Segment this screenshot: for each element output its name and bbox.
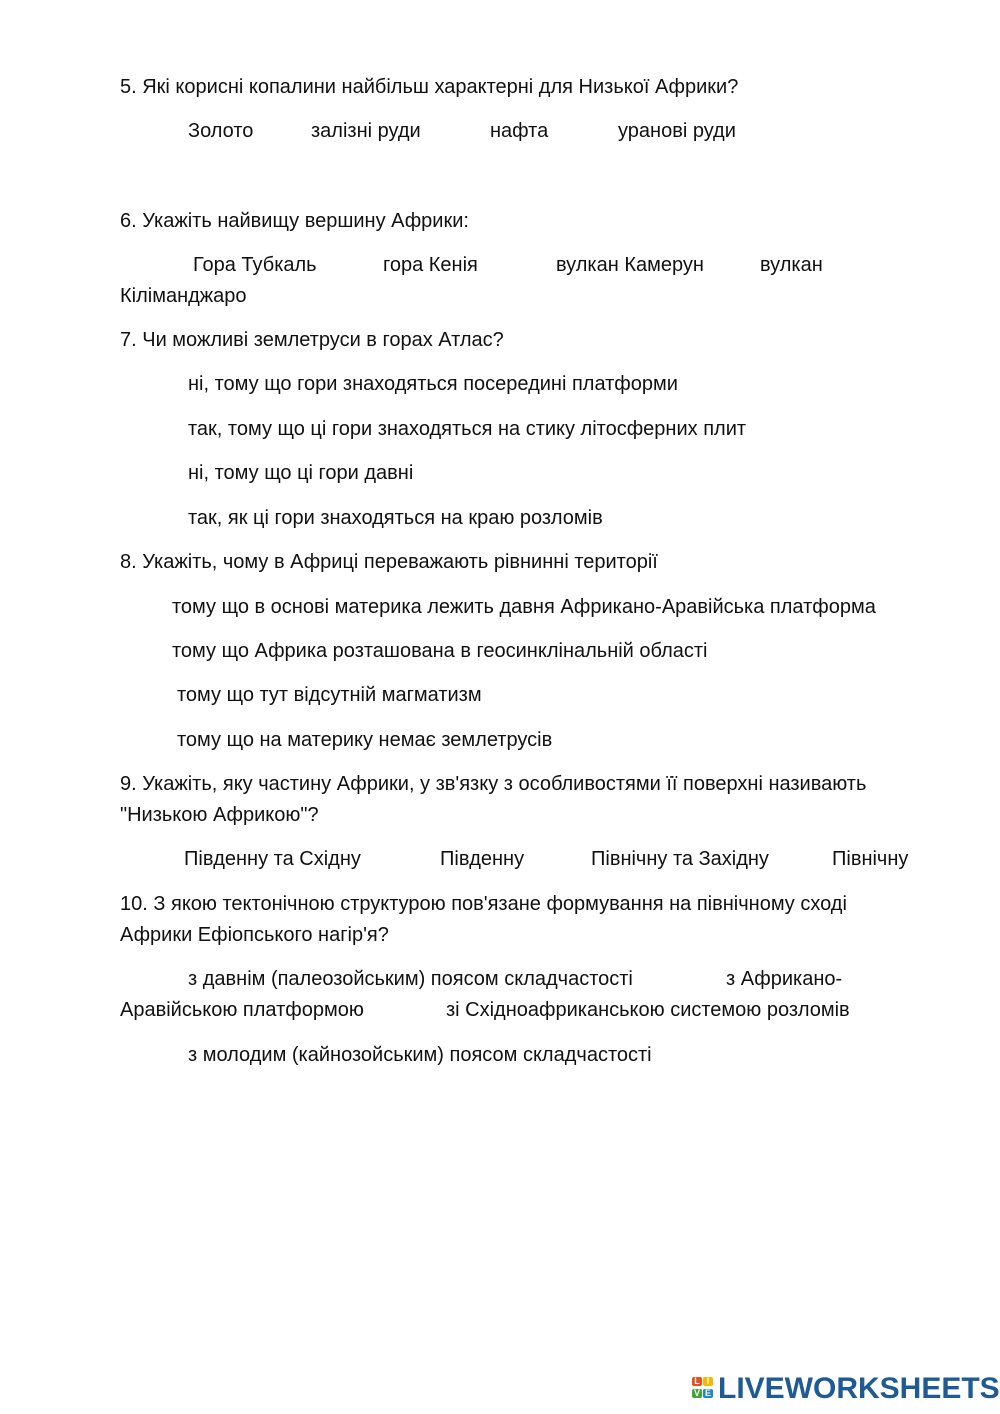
q6-option-4-continuation[interactable]: Кіліманджаро [120, 285, 247, 307]
q5-option-1[interactable]: Золото [188, 120, 254, 142]
q9-option-1[interactable]: Південну та Східну [184, 848, 361, 870]
question-9-line-1: 9. Укажіть, яку частину Африки, у зв'язку з особливостями її поверхні називають [120, 773, 867, 795]
q6-option-3[interactable]: вулкан Камерун [556, 254, 704, 276]
question-6: 6. Укажіть найвищу вершину Африки: [120, 210, 469, 232]
q9-option-3[interactable]: Північну та Західну [591, 848, 769, 870]
q5-option-4[interactable]: уранові руди [618, 120, 736, 142]
liveworksheets-logo [692, 1372, 1000, 1406]
q8-option-2[interactable]: тому що Африка розташована в геосинклінальній області [172, 640, 708, 662]
logo-mark-letter: I [703, 1377, 713, 1386]
q10-option-2[interactable]: з Африкано- [726, 968, 843, 990]
q5-option-3[interactable]: нафта [490, 120, 549, 142]
q6-option-4[interactable]: вулкан [760, 254, 823, 276]
question-5: 5. Які корисні копалини найбільш характерні для Низької Африки? [120, 76, 739, 98]
q7-option-2[interactable]: так, тому що ці гори знаходяться на стику літосферних плит [188, 418, 747, 440]
logo-mark-letter: E [704, 1388, 711, 1398]
q6-option-1[interactable]: Гора Тубкаль [193, 254, 317, 276]
q10-option-2-continuation[interactable]: Аравійською платформою [120, 999, 364, 1021]
question-7: 7. Чи можливі землетруси в горах Атлас? [120, 329, 504, 351]
q9-option-4[interactable]: Північну [832, 848, 909, 870]
liveworksheets-logo-text: LIVEWORKSHEETS [718, 1372, 1000, 1405]
q8-option-4[interactable]: тому що на материку немає землетрусів [177, 729, 553, 751]
q7-option-3[interactable]: ні, тому що ці гори давні [188, 462, 414, 484]
q8-option-1[interactable]: тому що в основі материка лежить давня Африкано-Аравійська платформа [172, 596, 876, 618]
question-9-line-2: "Низькою Африкою"? [120, 804, 319, 826]
logo-mark-letter: V [693, 1388, 700, 1398]
q6-option-2[interactable]: гора Кенія [383, 254, 478, 276]
logo-mark-letter: L [692, 1377, 702, 1386]
question-10-line-1: 10. З якою тектонічною структурою пов'язане формування на північному сході [120, 893, 847, 915]
q10-option-3[interactable]: зі Східноафриканською системою розломів [446, 999, 850, 1021]
liveworksheets-logo-mark [692, 1375, 714, 1403]
q9-option-2[interactable]: Південну [440, 848, 525, 870]
q8-option-3[interactable]: тому що тут відсутній магматизм [177, 684, 482, 706]
q7-option-4[interactable]: так, як ці гори знаходяться на краю розломів [188, 507, 603, 529]
q10-option-1[interactable]: з давнім (палеозойським) поясом складчастості [188, 968, 633, 990]
q5-option-2[interactable]: залізні руди [311, 120, 421, 142]
question-10-line-2: Африки Ефіопського нагір'я? [120, 924, 389, 946]
q7-option-1[interactable]: ні, тому що гори знаходяться посередині платформи [188, 373, 678, 395]
q10-option-4[interactable]: з молодим (кайнозойським) поясом складчастості [188, 1044, 652, 1066]
question-8: 8. Укажіть, чому в Африці переважають рівнинні території [120, 551, 658, 573]
